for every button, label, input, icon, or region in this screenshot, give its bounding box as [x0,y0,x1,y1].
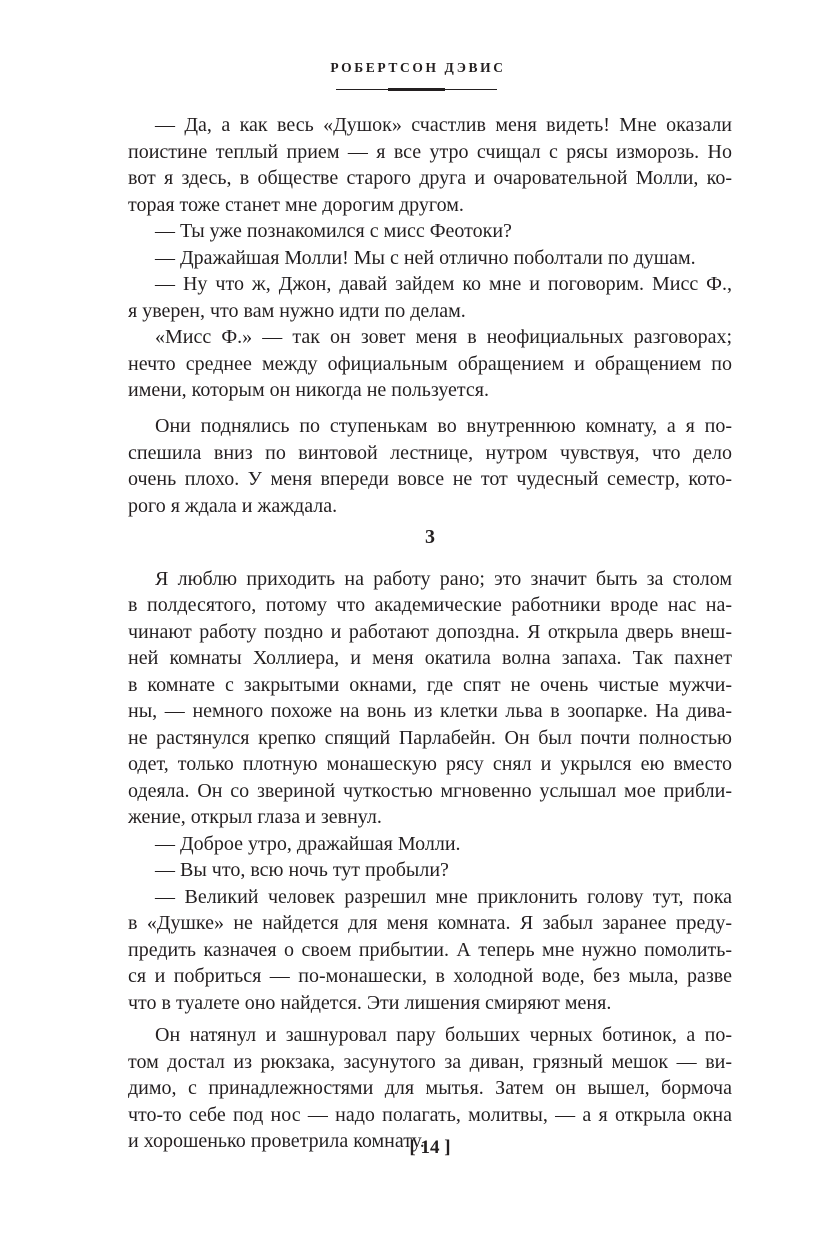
text-line: — Ну что ж, Джон, давай зайдем ко мне и поговорим. Мисс Ф., [155,273,732,295]
text-line: торая тоже станет мне дорогим другом. [128,193,464,216]
text-line: ней комнаты Холлиера, и меня окатила волна запаха. Так пахнет [128,647,732,669]
paragraph [128,218,732,245]
text-line: я уверен, что вам нужно идти по делам. [128,299,466,322]
text-line: вот я здесь, в обществе старого друга и очаровательной Молли, ко- [128,167,732,189]
text-line: — Дражайшая Молли! Мы с ней отлично поболтали по душам. [155,246,696,269]
text-line: не растянулся крепко спящий Парлабейн. Он был почти полностью [128,726,732,749]
paragraph [128,857,732,884]
text-line: и хорошенько проветрила комнату. [128,1130,425,1152]
section-2 [128,566,732,1155]
text-line: спешила вниз по винтовой лестнице, нутром чувствуя, что дело [128,441,732,464]
text-line: — Да, а как весь «Душок» счастлив меня видеть! Мне оказали [155,114,732,136]
text-line: ны, — немного похоже на вонь из клетки льва в зоопарке. На дива- [128,700,732,722]
paragraph [128,112,732,218]
text-line: в полдесятого, потому что академические работники вроде нас на- [128,594,732,616]
text-line: Он натянул и зашнуровал пару больших черных ботинок, а по- [155,1024,732,1046]
text-line: ся и побриться — по-монашески, в холодной воде, без мыла, разве [128,965,732,987]
text-line: имени, которым он никогда не пользуется. [128,379,489,401]
page-body [128,112,732,1155]
text-line: — Ты уже познакомился с мисс Феотоки? [155,220,512,242]
paragraph [128,566,732,831]
chapter-number: 3 [425,526,435,548]
text-line: поистине теплый прием — я все утро счищал с рясы изморозь. Но [128,140,732,163]
text-line: «Мисс Ф.» — так он зовет меня в неофициальных разговорах; [155,326,732,348]
paragraph [128,324,732,404]
text-line: Я люблю приходить на работу рано; это значит быть за столом [155,567,732,590]
paragraph [128,271,732,324]
section-1 [128,112,732,519]
text-line: — Великий человек разрешил мне приклонить голову тут, пока [155,885,732,908]
paragraph [128,245,732,272]
text-line: — Доброе утро, дражайшая Молли. [155,832,461,855]
text-line: — Вы что, всю ночь тут пробыли? [155,859,449,881]
text-line: димо, с принадлежностями для мытья. Затем он вышел, бормоча [128,1077,732,1099]
header-rule-accent [388,88,445,91]
text-line: очень плохо. У меня впереди вовсе не тот чудесный семестр, кото- [128,468,732,490]
text-line: рого я ждала и жаждала. [128,494,338,517]
paragraph [128,1022,732,1155]
paragraph [128,831,732,858]
paragraph [128,884,732,1017]
text-line: жение, открыл глаза и зевнул. [128,806,382,828]
text-line: что-то себе под нос — надо полагать, молитвы, — а я открыла окна [128,1103,732,1126]
running-head: РОБЕРТСОН ДЭВИС [330,60,506,75]
paragraph [128,413,732,519]
page-number: [ 14 ] [409,1137,451,1158]
text-line: нечто среднее между официальным обращением и обращением по [128,352,732,375]
text-line: том достал из рюкзака, засунутого за диван, грязный мешок — ви- [128,1050,732,1073]
text-line: предить казначея о своем прибытии. А теперь мне нужно помолить- [128,938,732,961]
text-line: одет, только плотную монашескую рясу снял и укрылся ею вместо [128,753,732,775]
text-line: чинают работу поздно и работают допоздна. Я открыла дверь внеш- [128,620,732,643]
text-line: в «Душке» не найдется для меня комната. Я забыл заранее преду- [128,912,732,934]
text-line: что в туалете оно найдется. Эти лишения смиряют меня. [128,991,612,1014]
text-line: одеяла. Он со звериной чуткостью мгновенно услышал мое прибли- [128,779,732,802]
text-line: в комнате с закрытыми окнами, где спят не очень чистые мужчи- [128,673,732,696]
text-line: Они поднялись по ступенькам во внутреннюю комнату, а я по- [155,415,732,437]
